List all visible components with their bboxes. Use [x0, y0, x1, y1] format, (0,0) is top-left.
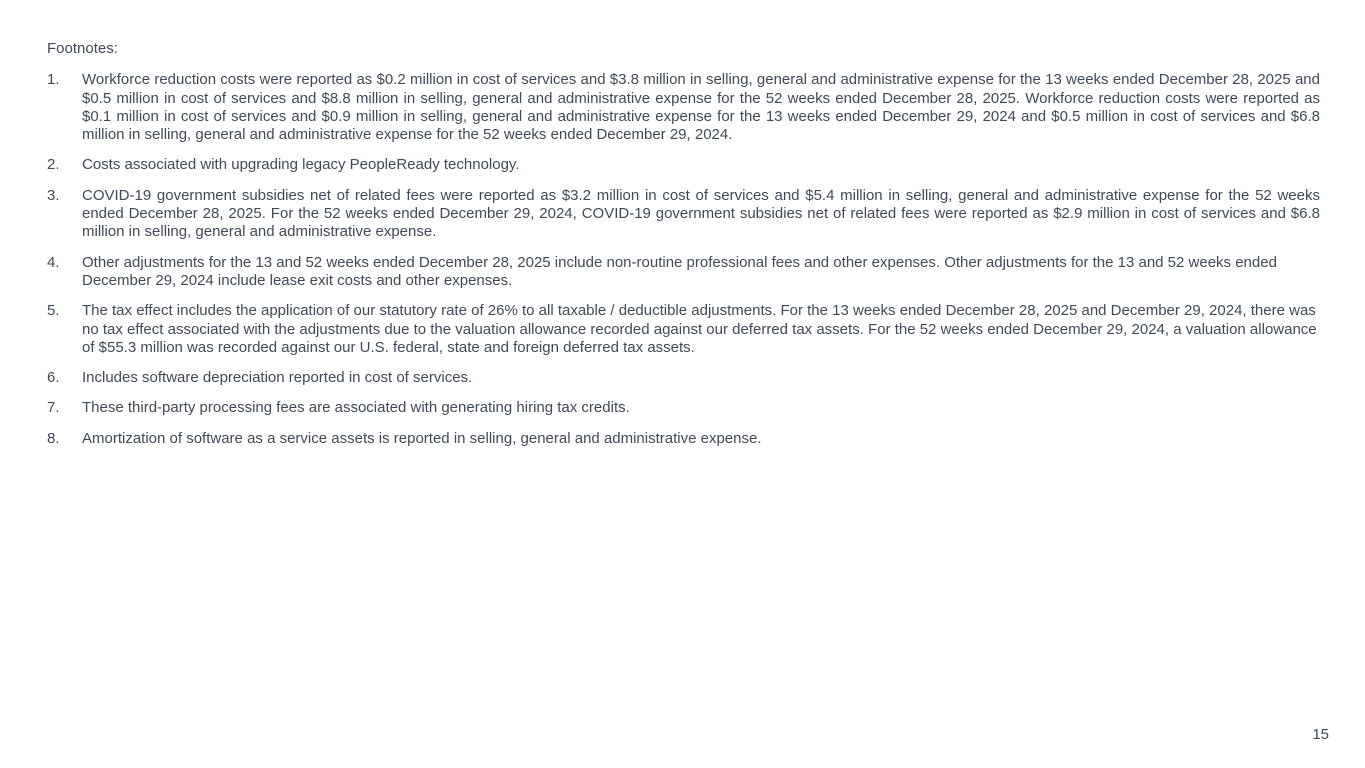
footnote-list — [47, 71, 1320, 448]
footnote-number: 3. — [47, 186, 60, 204]
footnote-text: Amortization of software as a service assets is reported in selling, general and administrative expense. — [82, 429, 762, 447]
footnote-item-7 — [47, 399, 1320, 417]
footnote-text: Costs associated with upgrading legacy PeopleReady technology. — [82, 156, 520, 174]
footnote-text: Workforce reduction costs were reported as $0.2 million in cost of services and $3.8 million in selling, general and administrative expense for the 13 weeks ended December 28, 2025 and $0.5 million in cost of services and $8.8 million in selling, general and administrative expense for the 52 weeks ended December 28, 2025. Workforce reduction costs were reported as $0.1 million in cost of services and $0.9 million in selling, general and administrative expense for the 13 weeks ended December 29, 2024 and $0.5 million in cost of services and $6.8 million in selling, general and administrative expense for the 52 weeks ended December 29, 2024. — [82, 71, 1320, 144]
footnote-number: 8. — [47, 429, 60, 447]
page-number: 15 — [1312, 726, 1329, 743]
footnote-number: 5. — [47, 302, 60, 320]
footnote-item-6 — [47, 369, 1320, 387]
footnote-item-4 — [47, 254, 1320, 291]
footnote-item-2 — [47, 156, 1320, 174]
footnote-number: 1. — [47, 71, 60, 89]
footnote-number: 4. — [47, 253, 60, 271]
footnote-text: The tax effect includes the application of our statutory rate of 26% to all taxable / deductible adjustments. For the 13 weeks ended December 28, 2025 and December 29, 2024, there was no tax effect associated with the adjustments due to the valuation allowance recorded against our deferred tax assets. For the 52 weeks ended December 29, 2024, a valuation allowance of $55.3 million was recorded against our U.S. federal, state and foreign deferred tax assets. — [82, 302, 1317, 356]
footnote-item-8 — [47, 430, 1320, 448]
footnote-text: COVID-19 government subsidies net of related fees were reported as $3.2 million in cost of services and $5.4 million in selling, general and administrative expense for the 52 weeks ended December 28, 2025. For the 52 weeks ended December 29, 2024, COVID-19 government subsidies net of related fees were reported as $2.9 million in cost of services and $6.8 million in selling, general and administrative expense. — [82, 186, 1320, 241]
footnote-text: Includes software depreciation reported in cost of services. — [82, 369, 473, 387]
footnotes-heading: Footnotes: — [47, 40, 118, 57]
footnotes-section — [47, 40, 1320, 448]
footnote-item-3 — [47, 187, 1320, 242]
footnote-text: These third-party processing fees are associated with generating hiring tax credits. — [82, 399, 630, 417]
footnote-number: 2. — [47, 156, 60, 174]
footnote-number: 7. — [47, 399, 60, 417]
footnote-item-5 — [47, 302, 1320, 357]
footnote-item-1 — [47, 71, 1320, 144]
footnote-text: Other adjustments for the 13 and 52 weeks ended December 28, 2025 include non-routine professional fees and other expenses. Other adjustments for the 13 and 52 weeks ended December 29, 2024 include lease exit costs and other expenses. — [82, 253, 1277, 289]
footnote-number: 6. — [47, 369, 60, 387]
